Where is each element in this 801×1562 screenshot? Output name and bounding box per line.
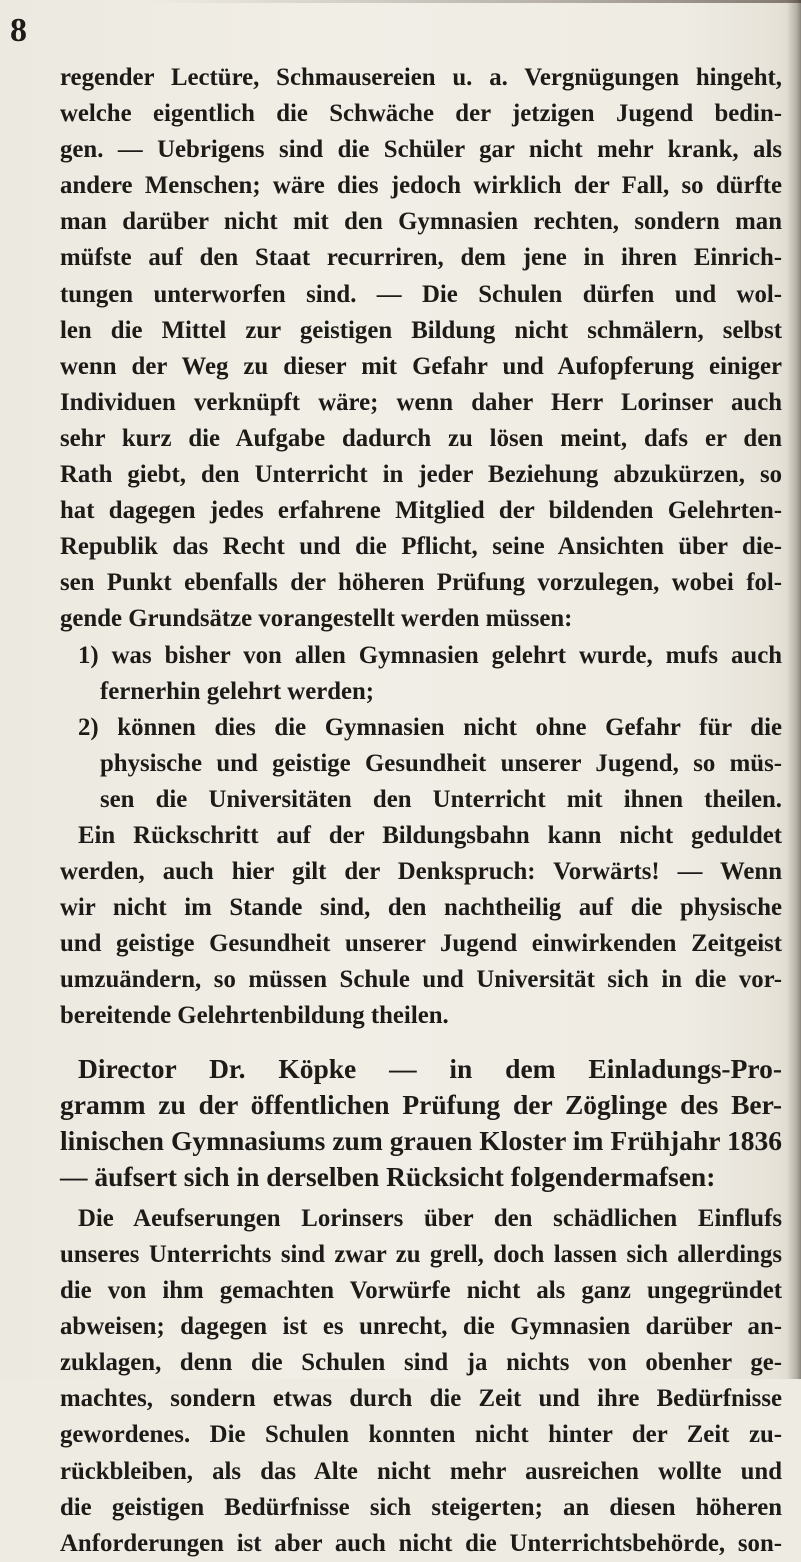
text-line: die von ihm gemachten Vorwürfe nicht als ganz ungegründet	[60, 1277, 782, 1305]
text-line: sehr kurz die Aufgabe dadurch zu lösen meint, dafs er den	[60, 424, 782, 452]
text-line: zuklagen, denn die Schulen sind ja nichts von obenher ge-	[60, 1349, 782, 1377]
text-line: Director Dr. Köpke — in dem Einladungs-Pro-	[78, 1052, 782, 1084]
top-edge-shading	[150, 0, 801, 3]
text-line: gramm zu der öffentlichen Prüfung der Zöglinge des Ber-	[60, 1088, 782, 1120]
numbered-item-2	[60, 710, 782, 818]
text-line: die geistigen Bedürfnisse sich steigerten; an diesen höheren	[60, 1493, 782, 1521]
right-edge-shading	[787, 0, 801, 1379]
text-line: gewordenes. Die Schulen konnten nicht hinter der Zeit zu-	[60, 1421, 782, 1449]
text-line: Republik das Recht und die Pflicht, seine Ansichten über die-	[60, 533, 782, 561]
text-line: sen Punkt ebenfalls der höheren Prüfung vorzulegen, wobei fol-	[60, 569, 782, 597]
text-line: linischen Gymnasiums zum grauen Kloster im Frühjahr 1836	[60, 1124, 782, 1156]
text-line: unseres Unterrichts sind zwar zu grell, doch lassen sich allerdings	[60, 1241, 782, 1268]
text-line: regender Lectüre, Schmausereien u. a. Vergnügungen hingeht,	[60, 64, 782, 91]
text-line: gen. — Uebrigens sind die Schüler gar nicht mehr krank, als	[60, 136, 782, 164]
text-line: bereitende Gelehrtenbildung theilen.	[60, 1002, 449, 1030]
text-line: 1) was bisher von allen Gymnasien gelehrt wurde, mufs auch	[78, 641, 782, 669]
text-line: und geistige Gesundheit unserer Jugend einwirkenden Zeitgeist	[60, 930, 782, 958]
numbered-item-1	[60, 638, 782, 710]
text-line: machtes, sondern etwas durch die Zeit und ihre Bedürfnisse	[60, 1385, 782, 1413]
text-line: man darüber nicht mit den Gymnasien rechten, sondern man	[60, 208, 782, 236]
text-line: wenn der Weg zu dieser mit Gefahr und Aufopferung einiger	[60, 352, 782, 380]
paragraph-spacer	[60, 1035, 782, 1051]
text-line: umzuändern, so müssen Schule und Universität sich in die vor-	[60, 966, 782, 994]
text-line: fernerhin gelehrt werden;	[100, 677, 375, 705]
text-line: abweisen; dagegen ist es unrecht, die Gymnasien darüber an-	[60, 1313, 782, 1341]
text-line: physische und geistige Gesundheit unserer Jugend, so müs-	[100, 749, 782, 777]
text-line: — äufsert sich in derselben Rücksicht folgendermafsen:	[60, 1160, 716, 1192]
text-block	[60, 60, 782, 1562]
text-line: Ein Rückschritt auf der Bildungsbahn kann nicht geduldet	[78, 821, 782, 849]
text-line: welche eigentlich die Schwäche der jetzigen Jugend bedin-	[60, 100, 782, 128]
text-line: Rath giebt, den Unterricht in jeder Beziehung abzukürzen, so	[60, 461, 782, 489]
text-line: Individuen verknüpft wäre; wenn daher Herr Lorinser auch	[60, 388, 782, 416]
paragraph-4	[60, 818, 782, 1035]
page-number: 8	[10, 12, 27, 49]
text-line: Die Aeufserungen Lorinsers über den schädlichen Einflufs	[78, 1204, 782, 1232]
text-line: andere Menschen; wäre dies jedoch wirklich der Fall, so dürfte	[60, 172, 782, 200]
text-line: werden, auch hier gilt der Denkspruch: Vorwärts! — Wenn	[60, 858, 782, 886]
text-line: 2) können dies die Gymnasien nicht ohne Gefahr für die	[78, 713, 782, 741]
text-line: Anforderungen ist aber auch nicht die Unterrichtsbehörde, son-	[60, 1529, 782, 1557]
paragraph-6	[60, 1201, 782, 1562]
text-line: sen die Universitäten den Unterricht mit ihnen theilen.	[100, 785, 782, 813]
text-line: müfste auf den Staat recurriren, dem jene in ihren Einrich-	[60, 244, 782, 272]
paragraph-1	[60, 60, 782, 638]
text-line: len die Mittel zur geistigen Bildung nicht schmälern, selbst	[60, 316, 782, 344]
text-line: hat dagegen jedes erfahrene Mitglied der bildenden Gelehrten-	[60, 497, 782, 525]
text-line: wir nicht im Stande sind, den nachtheilig auf die physische	[60, 894, 782, 922]
text-line: rückbleiben, als das Alte nicht mehr ausreichen wollte und	[60, 1457, 782, 1485]
paragraph-5	[60, 1051, 782, 1195]
text-line: gende Grundsätze vorangestellt werden müssen:	[60, 605, 573, 633]
text-line: tungen unterworfen sind. — Die Schulen dürfen und wol-	[60, 280, 782, 308]
